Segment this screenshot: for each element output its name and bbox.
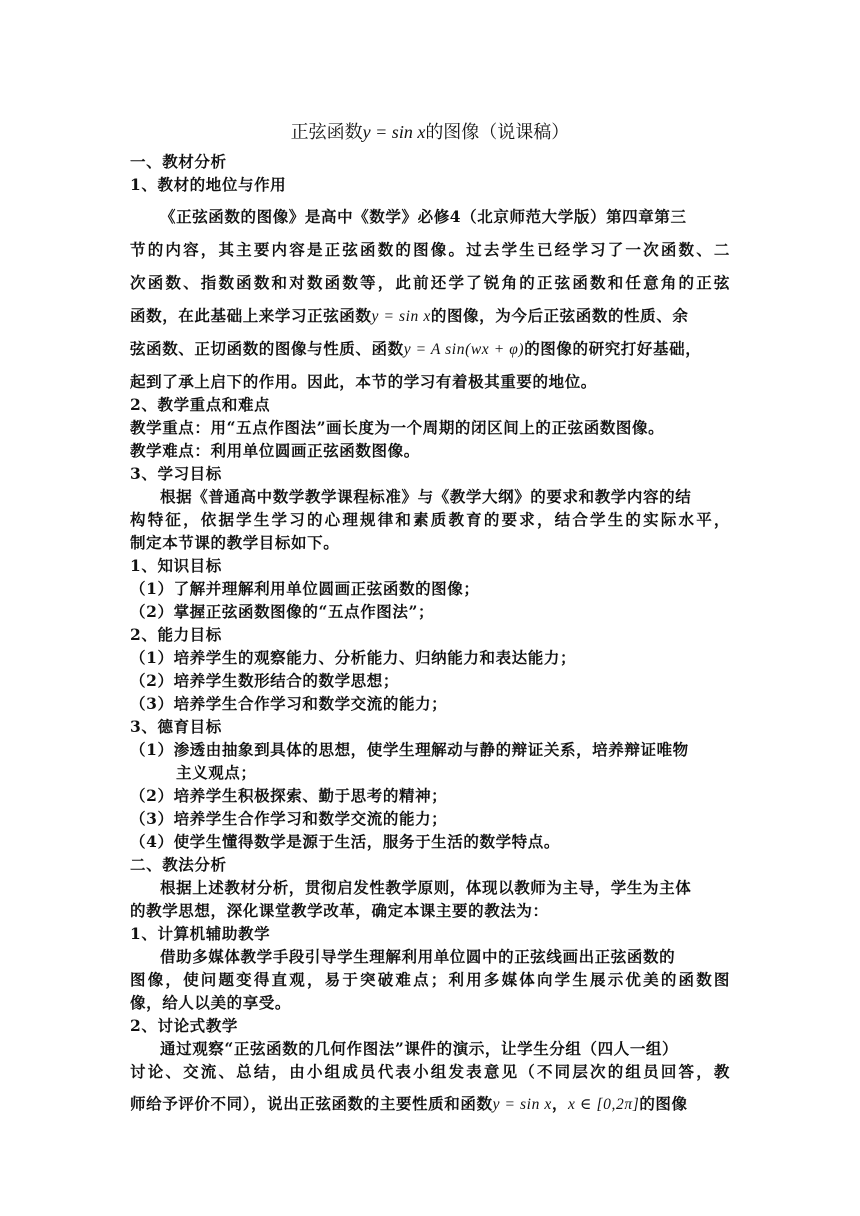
paragraph-line-with-formula bbox=[130, 1092, 688, 1114]
title-text-pre: 正弦函数 bbox=[290, 122, 363, 143]
list-item: （4）使学生懂得数学是源于生活，服务于生活的数学特点。 bbox=[130, 832, 560, 851]
paragraph-line: 节的内容，其主要内容是正弦函数的图像。过去学生已经学习了一次函数、二 bbox=[130, 240, 730, 259]
formula-sinx: y = sin x bbox=[492, 1096, 552, 1113]
formula-interval: x ∈ [0,2π] bbox=[568, 1096, 640, 1113]
text-segment: 函数，在此基础上来学习正弦函数 bbox=[130, 306, 372, 325]
text-segment: 的图像 bbox=[639, 1094, 688, 1113]
subheading-ability: 2、能力目标 bbox=[130, 625, 222, 644]
text-segment: 弦函数、正切函数的图像与性质、函数 bbox=[130, 339, 404, 358]
subheading-computer: 1、计算机辅助教学 bbox=[130, 924, 271, 943]
text-segment: 的图像，为今后正弦函数的性质、余 bbox=[430, 306, 689, 325]
paragraph-line: 根据《普通高中数学教学课程标准》与《教学大纲》的要求和教学内容的结 bbox=[160, 487, 692, 506]
text-segment: 的图像的研究打好基础， bbox=[524, 339, 702, 358]
section-heading-methods: 二、教法分析 bbox=[130, 855, 227, 874]
text-segment: 师给予评价不同），说出正弦函数的主要性质和函数 bbox=[130, 1094, 493, 1113]
list-item: （3）培养学生合作学习和数学交流的能力； bbox=[130, 694, 448, 713]
list-item: （1）渗透由抽象到具体的思想，使学生理解动与静的辩证关系，培养辩证唯物 bbox=[130, 740, 689, 759]
page-title bbox=[0, 118, 860, 144]
subheading-knowledge: 1、知识目标 bbox=[130, 556, 222, 575]
text-segment: ， bbox=[551, 1094, 569, 1113]
paragraph-line: 讨论、交流、总结，由小组成员代表小组发表意见（不同层次的组员回答，教 bbox=[130, 1062, 730, 1081]
formula-sinx: y = sin x bbox=[371, 308, 431, 325]
paragraph-line: 通过观察“正弦函数的几何作图法”课件的演示，让学生分组（四人一组） bbox=[160, 1039, 679, 1058]
paragraph-line: 的教学思想，深化课堂教学改革，确定本课主要的教法为： bbox=[130, 901, 549, 920]
paragraph-line: 像，给人以美的享受。 bbox=[130, 993, 292, 1012]
title-text-post: 的图像（说课稿） bbox=[425, 122, 570, 143]
subheading-moral: 3、德育目标 bbox=[130, 717, 222, 736]
paragraph-line: 借助多媒体教学手段引导学生理解利用单位圆中的正弦线画出正弦函数的 bbox=[160, 947, 676, 966]
paragraph-line-with-formula bbox=[130, 337, 701, 359]
paragraph-line: 图像，使问题变得直观，易于突破难点；利用多媒体向学生展示优美的函数图 bbox=[130, 970, 730, 989]
paragraph-line: 《正弦函数的图像》是高中《数学》必修4（北京师范大学版）第四章第三 bbox=[160, 207, 687, 226]
list-item: （2）培养学生积极探索、勤于思考的精神； bbox=[130, 786, 448, 805]
list-item: （2）培养学生数形结合的数学思想； bbox=[130, 671, 399, 690]
list-item: （2）掌握正弦函数图像的“五点作图法”； bbox=[130, 602, 435, 621]
list-item: （1）培养学生的观察能力、分析能力、归纳能力和表达能力； bbox=[130, 648, 577, 667]
difficulty-text: 教学难点：利用单位圆画正弦函数图像。 bbox=[130, 441, 420, 460]
list-item: （1）了解并理解利用单位圆画正弦函数的图像； bbox=[130, 579, 480, 598]
paragraph-line: 次函数、指数函数和对数函数等，此前还学了锐角的正弦函数和任意角的正弦 bbox=[130, 273, 730, 292]
keypoint-text: 教学重点：用“五点作图法”画长度为一个周期的闭区间上的正弦函数图像。 bbox=[130, 418, 665, 437]
paragraph-line: 构特征，依据学生学习的心理规律和素质教育的要求，结合学生的实际水平， bbox=[130, 510, 730, 529]
title-formula: y = sin x bbox=[362, 122, 426, 142]
subheading-keypoints: 2、教学重点和难点 bbox=[130, 395, 271, 414]
paragraph-line: 制定本节课的教学目标如下。 bbox=[130, 533, 340, 552]
list-item-continuation: 主义观点； bbox=[176, 763, 257, 782]
formula-asin: y = A sin(wx + φ) bbox=[403, 341, 525, 358]
paragraph-line: 根据上述教材分析，贯彻启发性教学原则，体现以教师为主导，学生为主体 bbox=[160, 878, 692, 897]
paragraph-line: 起到了承上启下的作用。因此，本节的学习有着极其重要的地位。 bbox=[130, 372, 597, 391]
list-item: （3）培养学生合作学习和数学交流的能力； bbox=[130, 809, 448, 828]
section-heading-materials: 一、教材分析 bbox=[130, 152, 227, 171]
subheading-position: 1、教材的地位与作用 bbox=[130, 175, 287, 194]
subheading-discussion: 2、讨论式教学 bbox=[130, 1016, 238, 1035]
paragraph-line-with-formula bbox=[130, 304, 688, 326]
subheading-goals: 3、学习目标 bbox=[130, 464, 222, 483]
